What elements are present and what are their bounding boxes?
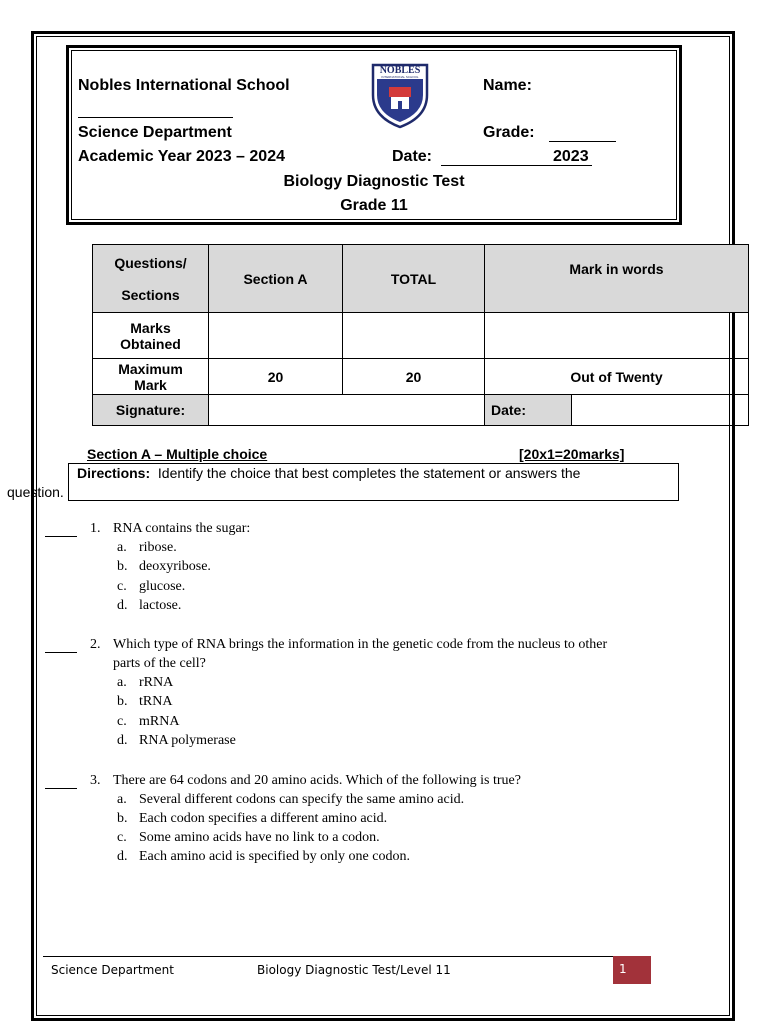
- department-name: Science Department: [78, 124, 232, 141]
- obtained-section-a-cell[interactable]: [209, 313, 343, 359]
- question-text: There are 64 codons and 20 amino acids. Which of the following is true?: [113, 773, 521, 788]
- directions-label: Directions:: [77, 465, 151, 481]
- answer-blank[interactable]: [45, 536, 77, 537]
- option-letter: d.: [117, 733, 128, 748]
- directions-continued: question.: [7, 484, 64, 500]
- school-name-underline: [78, 117, 233, 118]
- table-date-label: Date:: [485, 395, 572, 426]
- header-section-a: Section A: [209, 245, 343, 313]
- marks-obtained-line2: Obtained: [120, 335, 181, 352]
- test-title: Biology Diagnostic Test: [283, 173, 465, 190]
- question-text: RNA contains the sugar:: [113, 521, 251, 536]
- obtained-total-cell[interactable]: [343, 313, 485, 359]
- footer-divider: [43, 956, 649, 957]
- header-mark-in-words: Mark in words: [485, 245, 749, 313]
- footer-department: Science Department: [51, 963, 174, 977]
- signature-cell[interactable]: [209, 395, 485, 426]
- school-logo: [369, 57, 431, 129]
- header-sections-label: Sections: [121, 286, 180, 303]
- option-text: Each codon specifies a different amino acid.: [139, 811, 388, 826]
- option-text: Some amino acids have no link to a codon.: [139, 830, 380, 845]
- question-text: Which type of RNA brings the information in the genetic code from the nucleus to other: [113, 637, 608, 652]
- question-number: 1.: [90, 521, 101, 536]
- logo-subtext: INTERNATIONAL SCHOOL: [381, 75, 419, 79]
- option-letter: b.: [117, 559, 128, 574]
- grade-level: Grade 11: [340, 197, 408, 214]
- option-letter: a.: [117, 540, 127, 555]
- option-text: glucose.: [139, 579, 186, 594]
- question-number: 2.: [90, 637, 101, 652]
- option-text: RNA polymerase: [139, 733, 236, 748]
- option-text: Each amino acid is specified by only one codon.: [139, 849, 410, 864]
- page-number: 1: [613, 956, 651, 984]
- maximum-mark-line2: Mark: [134, 376, 167, 393]
- name-label: Name:: [483, 77, 532, 94]
- max-section-a: 20: [209, 359, 343, 395]
- option-letter: b.: [117, 811, 128, 826]
- row-maximum-mark: [93, 359, 209, 395]
- maximum-mark-line1: Maximum: [118, 360, 183, 377]
- directions: [77, 465, 580, 481]
- footer-doc-title: Biology Diagnostic Test/Level 11: [257, 963, 451, 977]
- max-words: Out of Twenty: [485, 359, 749, 395]
- section-marks: [20x1=20marks]: [519, 446, 625, 462]
- signature-label: Signature:: [93, 395, 209, 426]
- option-letter: d.: [117, 598, 128, 613]
- directions-text: Identify the choice that best completes the statement or answers the: [157, 465, 581, 481]
- option-text: Several different codons can specify the same amino acid.: [139, 792, 465, 807]
- section-title: Section A – Multiple choice: [87, 446, 268, 462]
- grade-blank: [549, 141, 616, 142]
- grade-label: Grade:: [483, 124, 535, 141]
- marks-obtained-line1: Marks: [130, 319, 171, 336]
- row-marks-obtained: [93, 313, 209, 359]
- obtained-words-cell[interactable]: [485, 313, 749, 359]
- table-date-cell[interactable]: [572, 395, 749, 426]
- option-text: tRNA: [139, 694, 173, 709]
- option-letter: d.: [117, 849, 128, 864]
- option-text: ribose.: [139, 540, 177, 555]
- option-letter: c.: [117, 579, 127, 594]
- answer-blank[interactable]: [45, 788, 77, 789]
- question-text-continued: parts of the cell?: [113, 656, 206, 671]
- academic-year: Academic Year 2023 – 2024: [78, 148, 285, 165]
- answer-blank[interactable]: [45, 652, 77, 653]
- option-letter: c.: [117, 714, 127, 729]
- option-text: deoxyribose.: [139, 559, 211, 574]
- option-letter: c.: [117, 830, 127, 845]
- date-label: Date:: [392, 148, 433, 165]
- option-letter: b.: [117, 694, 128, 709]
- marks-table: [92, 244, 749, 426]
- date-year: 2023: [553, 148, 589, 165]
- option-text: mRNA: [139, 714, 180, 729]
- header-total: TOTAL: [343, 245, 485, 313]
- school-name: Nobles International School: [78, 77, 290, 94]
- option-letter: a.: [117, 792, 127, 807]
- logo-text: NOBLES: [379, 65, 421, 76]
- option-letter: a.: [117, 675, 127, 690]
- question-number: 3.: [90, 773, 101, 788]
- option-text: lactose.: [139, 598, 182, 613]
- option-text: rRNA: [139, 675, 174, 690]
- header-questions-label: Questions/: [114, 254, 187, 271]
- max-total: 20: [343, 359, 485, 395]
- header-questions-sections: [93, 245, 209, 313]
